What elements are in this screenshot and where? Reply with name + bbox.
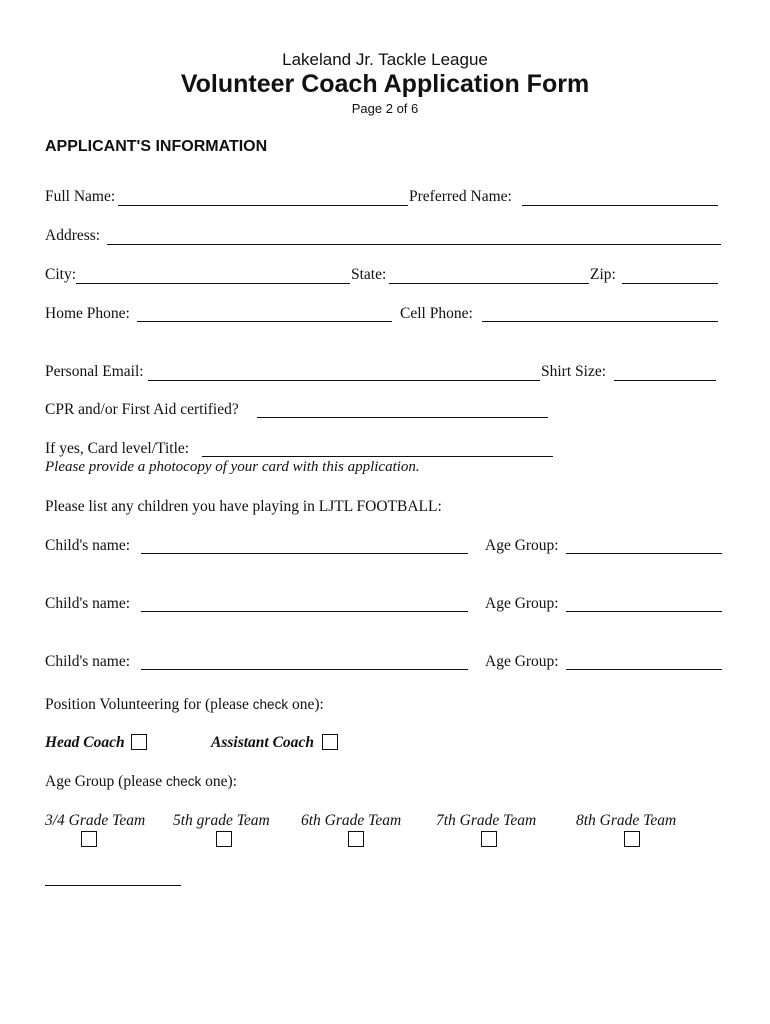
position-prompt [45, 696, 324, 714]
child-name-label: Child's name: [45, 653, 131, 670]
head-coach-checkbox[interactable] [131, 734, 147, 750]
grade-8-label: 8th Grade Team [576, 812, 677, 829]
child-name-label: Child's name: [45, 537, 131, 554]
address-field[interactable] [107, 244, 721, 245]
shirt-size-label: Shirt Size: [541, 363, 607, 380]
children-prompt: Please list any children you have playing in LJTL FOOTBALL: [45, 498, 442, 515]
grade-6-checkbox[interactable] [348, 831, 364, 847]
personal-email-field[interactable] [148, 380, 540, 381]
grade-3-4-label: 3/4 Grade Team [45, 812, 146, 829]
section-title: APPLICANT'S INFORMATION [45, 138, 268, 155]
cell-phone-label: Cell Phone: [400, 305, 473, 322]
child-age-group-field[interactable] [566, 553, 722, 554]
organization-name: Lakeland Jr. Tackle League [282, 50, 488, 69]
card-level-label: If yes, Card level/Title: [45, 440, 190, 457]
cpr-label: CPR and/or First Aid certified? [45, 401, 239, 418]
age-group-prompt-prefix: Age Group (please [45, 773, 166, 790]
grade-7-checkbox[interactable] [481, 831, 497, 847]
age-group-prompt-suffix: one): [201, 773, 237, 790]
assistant-coach-checkbox[interactable] [322, 734, 338, 750]
zip-label: Zip: [590, 266, 616, 283]
grade-5-checkbox[interactable] [216, 831, 232, 847]
age-group-prompt-check: check [165, 774, 202, 789]
full-name-field[interactable] [118, 205, 408, 206]
child-age-group-field[interactable] [566, 611, 722, 612]
head-coach-label: Head Coach [45, 734, 125, 751]
personal-email-label: Personal Email: [45, 363, 144, 380]
child-age-group-label: Age Group: [485, 653, 559, 670]
position-prompt-check: check [252, 697, 289, 712]
card-note: Please provide a photocopy of your card with this application. [45, 459, 420, 475]
child-name-field[interactable] [141, 553, 468, 554]
cell-phone-field[interactable] [482, 321, 718, 322]
child-age-group-field[interactable] [566, 669, 722, 670]
zip-field[interactable] [622, 283, 718, 284]
address-label: Address: [45, 227, 101, 244]
card-level-field[interactable] [202, 456, 553, 457]
child-name-field[interactable] [141, 611, 468, 612]
grade-3-4-checkbox[interactable] [81, 831, 97, 847]
assistant-coach-label: Assistant Coach [211, 734, 314, 751]
home-phone-label: Home Phone: [45, 305, 130, 322]
state-label: State: [351, 266, 387, 283]
child-age-group-label: Age Group: [485, 595, 559, 612]
grade-5-label: 5th grade Team [173, 812, 270, 829]
grade-6-label: 6th Grade Team [301, 812, 402, 829]
age-group-prompt [45, 773, 237, 791]
full-name-label: Full Name: [45, 188, 116, 205]
city-label: City: [45, 266, 77, 283]
cpr-field[interactable] [257, 417, 548, 418]
position-prompt-prefix: Position Volunteering for (please [45, 696, 253, 713]
grade-8-checkbox[interactable] [624, 831, 640, 847]
city-field[interactable] [76, 283, 350, 284]
preferred-name-field[interactable] [522, 205, 718, 206]
footer-initial-line[interactable] [45, 885, 181, 886]
shirt-size-field[interactable] [614, 380, 716, 381]
grade-7-label: 7th Grade Team [436, 812, 537, 829]
child-age-group-label: Age Group: [485, 537, 559, 554]
form-title: Volunteer Coach Application Form [180, 70, 590, 98]
child-name-field[interactable] [141, 669, 468, 670]
page-indicator: Page 2 of 6 [351, 101, 419, 116]
state-field[interactable] [389, 283, 589, 284]
preferred-name-label: Preferred Name: [409, 188, 512, 205]
home-phone-field[interactable] [137, 321, 392, 322]
child-name-label: Child's name: [45, 595, 131, 612]
position-prompt-suffix: one): [288, 696, 324, 713]
